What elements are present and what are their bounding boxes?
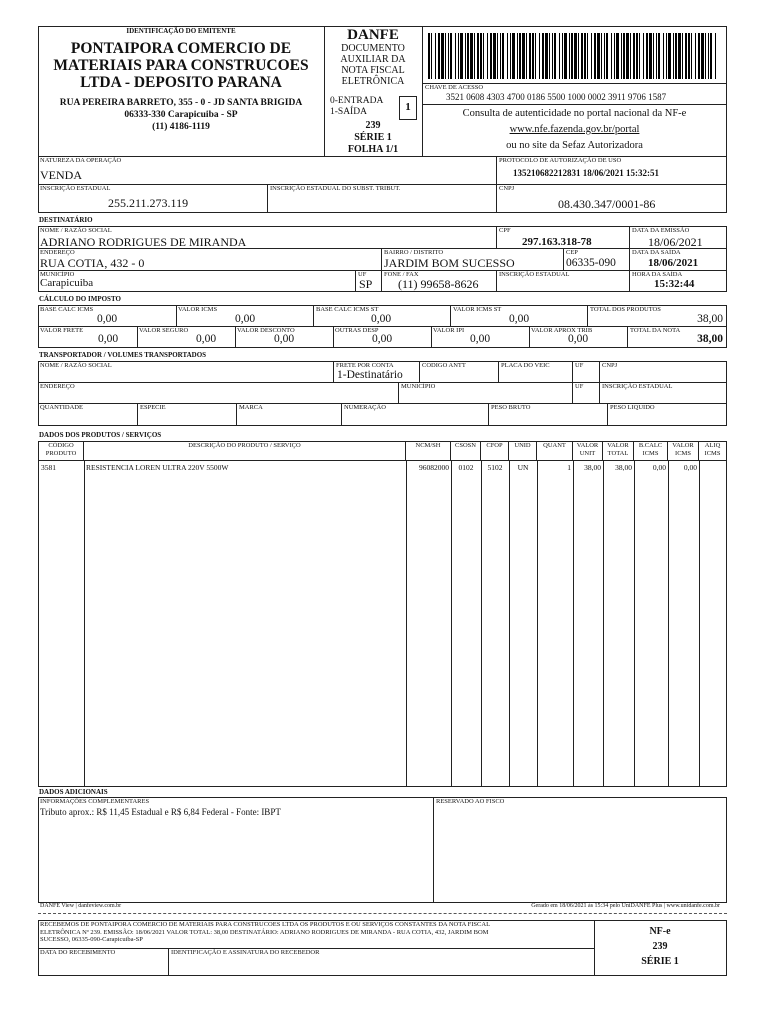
portal-link[interactable]: www.nfe.fazenda.gov.br/portal xyxy=(509,124,640,135)
barcode-bar xyxy=(569,33,570,79)
barcode-bar xyxy=(616,33,619,79)
produtos-cell: 96082000 xyxy=(419,463,449,472)
imp-desconto: 0,00 xyxy=(274,333,295,345)
imp-div-5 xyxy=(137,326,138,348)
barcode-bar xyxy=(708,33,709,79)
trans-div-a xyxy=(333,361,334,382)
dest-fone: (11) 99658-8626 xyxy=(398,277,479,291)
fisco-label: RESERVADO AO FISCO xyxy=(436,798,505,805)
dest-endereco: RUA COTIA, 432 - 0 xyxy=(40,256,145,270)
trans-peso-liquido-label: PESO LIQUIDO xyxy=(610,404,655,411)
barcode-bar xyxy=(458,33,459,79)
produtos-col-header: DESCRIÇÃO DO PRODUTO / SERVIÇO xyxy=(84,442,406,460)
produtos-col-header: CFOP xyxy=(481,442,509,460)
produtos-col-header: VALOR TOTAL xyxy=(603,442,634,460)
dest-uf: SP xyxy=(359,277,373,291)
barcode-bar xyxy=(539,33,540,79)
produtos-table xyxy=(38,441,727,787)
barcode-bar xyxy=(465,33,466,79)
barcode-bar xyxy=(639,33,640,79)
barcode-bar xyxy=(483,33,484,79)
natureza-label: NATUREZA DA OPERAÇÃO xyxy=(40,157,122,164)
dest-bairro-divider xyxy=(381,248,382,270)
barcode-bar xyxy=(554,33,556,79)
adicionais-heading: DADOS ADICIONAIS xyxy=(39,788,108,796)
dest-hora: 15:32:44 xyxy=(654,278,695,290)
produtos-cell: RESISTENCIA LOREN ULTRA 220V 5500W xyxy=(86,463,229,472)
imp-div-9 xyxy=(529,326,530,348)
imp-valor-st-label: VALOR ICMS ST xyxy=(453,306,502,313)
produtos-cell: 0,00 xyxy=(683,463,697,472)
imp-div-3 xyxy=(450,305,451,326)
chave-label: CHAVE DE ACESSO xyxy=(425,84,484,91)
imp-total-prod-label: TOTAL DOS PRODUTOS xyxy=(590,306,661,313)
dest-nome: ADRIANO RODRIGUES DE MIRANDA xyxy=(40,235,247,249)
imp-div-8 xyxy=(431,326,432,348)
dest-endereco-label: ENDEREÇO xyxy=(40,249,75,256)
trans-div-f xyxy=(398,382,399,403)
destinatario-heading: DESTINATÁRIO xyxy=(39,216,93,224)
cnpj-divider xyxy=(496,184,497,213)
produtos-col-line xyxy=(451,460,482,786)
produtos-col-header: QUANT xyxy=(537,442,573,460)
barcode-bar xyxy=(512,33,515,79)
trans-antt-label: CODIGO ANTT xyxy=(422,362,466,369)
barcode-bar xyxy=(542,33,544,79)
imposto-heading: CÁLCULO DO IMPOSTO xyxy=(39,295,121,303)
footer-left: DANFE View | danfeview.com.br xyxy=(40,903,122,909)
barcode-bar xyxy=(455,33,456,79)
produtos-cell: 38,00 xyxy=(615,463,632,472)
barcode-bar xyxy=(474,33,475,79)
produtos-heading: DADOS DOS PRODUTOS / SERVIÇOS xyxy=(39,431,162,439)
barcode-bar xyxy=(562,33,563,79)
produtos-col-line xyxy=(668,460,700,786)
trans-frete-label: FRETE POR CONTA xyxy=(336,362,394,369)
barcode-bar xyxy=(597,33,600,79)
trans-div-h xyxy=(236,403,237,426)
imp-valor-st: 0,00 xyxy=(509,313,530,325)
imp-seguro-label: VALOR SEGURO xyxy=(139,327,189,334)
dest-ie-divider xyxy=(496,270,497,292)
produtos-cell: 3581 xyxy=(41,463,56,472)
danfe-entrada: 0-ENTRADA xyxy=(330,96,384,106)
natureza-value: VENDA xyxy=(40,168,82,182)
imp-frete: 0,00 xyxy=(98,333,119,345)
barcode-bar xyxy=(584,33,586,79)
imp-ipi-label: VALOR IPI xyxy=(433,327,465,334)
canhoto-text: RECEBEMOS DE PONTAIPORA COMERCIO DE MATERIAIS PARA CONSTRUCOES LTDA OS PRODUTOS E OU SERVIÇOS CONSTANTES DA NOTA FISCAL ELETRÔNICA Nº 239. EMISSÃO: 18/06/2021 VALOR TOTAL: 38,00 DESTINATÁRIO: ADRIANO RODRIGUES DE MIRANDA - RUA COTIA, 432, JARDIM BOM SUCESSO, 06335-090-Carapicuiba-SP xyxy=(40,921,491,943)
ie-value: 255.211.273.119 xyxy=(108,196,189,210)
barcode-bar xyxy=(552,33,553,79)
barcode-bar xyxy=(688,33,690,79)
dest-row2-line xyxy=(38,270,727,271)
trans-ie-label: INSCRIÇÃO ESTADUAL xyxy=(602,383,673,390)
dest-ie-label: INSCRIÇÃO ESTADUAL xyxy=(499,271,570,278)
produtos-col-line xyxy=(509,460,538,786)
trans-div-c xyxy=(498,361,499,382)
barcode-bar xyxy=(701,33,704,79)
imp-div-4 xyxy=(587,305,588,326)
barcode-bar xyxy=(606,33,608,79)
barcode-bar xyxy=(578,33,579,79)
dest-municipio-label: MUNICÍPIO xyxy=(40,271,75,278)
barcode-bar xyxy=(594,33,596,79)
produtos-col-header: VALOR ICMS xyxy=(668,442,699,460)
canhoto-assinatura-label: IDENTIFICAÇÃO E ASSINATURA DO RECEBEDOR xyxy=(171,949,320,956)
dest-cpf-divider xyxy=(496,226,497,248)
trans-peso-bruto-label: PESO BRUTO xyxy=(491,404,531,411)
produtos-col-line xyxy=(39,460,85,786)
imp-base-st: 0,00 xyxy=(371,313,392,325)
danfe-title: DANFE xyxy=(347,27,399,43)
barcode-bar xyxy=(435,33,436,79)
produtos-col-line xyxy=(84,460,407,786)
dest-emissao: 18/06/2021 xyxy=(648,235,703,249)
barcode-bar xyxy=(678,33,681,79)
produtos-cell: 0102 xyxy=(458,463,474,472)
danfe-box: DANFE DOCUMENTO AUXILIAR DA NOTA FISCAL ELETRÔNICA xyxy=(325,28,421,87)
protocolo-label: PROTOCOLO DE AUTORIZAÇÃO DE USO xyxy=(499,157,622,164)
barcode-bar xyxy=(621,33,622,79)
produtos-col-header: NCM/SH xyxy=(406,442,451,460)
produtos-col-line xyxy=(481,460,510,786)
barcode-bar xyxy=(581,33,583,79)
protocolo-value: 135210682212831 18/06/2021 15:32:51 xyxy=(513,168,659,178)
produtos-col-line xyxy=(573,460,604,786)
produtos-col-header: VALOR UNIT xyxy=(573,442,603,460)
barcode-bar xyxy=(480,33,482,79)
produtos-col-line xyxy=(634,460,669,786)
dest-emissao-divider xyxy=(629,226,630,292)
barcode-bar xyxy=(428,33,430,79)
emitente-heading: IDENTIFICAÇÃO DO EMITENTE xyxy=(126,27,236,35)
trans-div-d xyxy=(572,361,573,403)
cut-line xyxy=(38,913,727,914)
dest-cpf-label: CPF xyxy=(499,227,511,234)
imp-outras-label: OUTRAS DESP xyxy=(335,327,379,334)
trans-cnpj-label: CNPJ xyxy=(602,362,618,369)
barcode-bar xyxy=(698,33,700,79)
dest-emissao-label: DATA DA EMISSÃO xyxy=(632,227,690,234)
imp-base-st-label: BASE CALC ICMS ST xyxy=(316,306,379,313)
barcode-bar xyxy=(490,33,492,79)
dest-municipio: Carapicuiba xyxy=(40,277,94,289)
barcode-bar xyxy=(559,33,560,79)
produtos-cell: 0,00 xyxy=(652,463,666,472)
dest-cep-divider xyxy=(563,248,564,270)
cnpj-value: 08.430.347/0001-86 xyxy=(558,197,656,211)
canhoto-data-label: DATA DO RECEBIMENTO xyxy=(40,949,116,956)
trans-uf-label: UF xyxy=(575,362,584,369)
barcode-bar xyxy=(510,33,511,79)
produtos-cell: UN xyxy=(517,463,529,472)
imp-total-nota-label: TOTAL DA NOTA xyxy=(630,327,681,334)
barcode-bar xyxy=(445,33,446,79)
produtos-col-header: CSOSN xyxy=(451,442,481,460)
imp-trib-label: VALOR APROX TRIB xyxy=(531,327,593,334)
barcode-bar xyxy=(526,33,527,79)
barcode-bar xyxy=(656,33,657,79)
barcode xyxy=(428,33,718,79)
dest-fone-label: FONE / FAX xyxy=(384,271,419,278)
imp-div-6 xyxy=(235,326,236,348)
dest-nome-label: NOME / RAZÃO SOCIAL xyxy=(40,227,112,234)
trans-uf2-label: UF xyxy=(575,383,584,390)
adicionais-divider xyxy=(433,797,434,903)
imp-valor-icms-label: VALOR ICMS xyxy=(178,306,218,313)
canhoto-nfe: NF-e 239 SÉRIE 1 xyxy=(641,926,679,967)
dest-saida-label: DATA DA SAÍDA xyxy=(632,249,681,256)
trans-div-g xyxy=(137,403,138,426)
imp-outras: 0,00 xyxy=(372,333,393,345)
imp-div-2 xyxy=(313,305,314,326)
barcode-bar xyxy=(497,33,498,79)
produtos-col-header: ALIQ ICMS xyxy=(704,442,721,457)
dest-bairro: JARDIM BOM SUCESSO xyxy=(384,256,515,270)
barcode-bar xyxy=(467,33,469,79)
produtos-cell: 1 xyxy=(567,463,571,472)
barcode-bar xyxy=(460,33,463,79)
produtos-col-header: UNID xyxy=(509,442,537,460)
trans-div-i xyxy=(341,403,342,426)
barcode-bars xyxy=(428,33,718,79)
imp-valor-icms: 0,00 xyxy=(235,313,256,325)
barcode-bar xyxy=(587,33,588,79)
barcode-bar xyxy=(646,33,648,79)
ie-label: INSCRIÇÃO ESTADUAL xyxy=(40,185,111,192)
consulta-text: Consulta de autenticidade no portal nacional da NF-e www.nfe.fazenda.gov.br/portal ou no site da Sefaz Autorizadora xyxy=(422,106,727,154)
barcode-bar xyxy=(477,33,479,79)
info-text: Tributo aprox.: R$ 11,45 Estadual e R$ 6,84 Federal - Fonte: IBPT xyxy=(40,807,281,817)
info-label: INFORMAÇÕES COMPLEMENTARES xyxy=(40,798,150,805)
barcode-bar xyxy=(500,33,501,79)
cnpj-label: CNPJ xyxy=(499,185,515,192)
barcode-bar xyxy=(529,33,531,79)
barcode-bar xyxy=(507,33,508,79)
barcode-bar xyxy=(519,33,521,79)
dest-bairro-label: BAIRRO / DISTRITO xyxy=(384,249,444,256)
dest-row1-line xyxy=(38,248,727,249)
barcode-bar xyxy=(658,33,660,79)
barcode-bar xyxy=(450,33,452,79)
imp-base-icms-label: BASE CALC ICMS xyxy=(40,306,94,313)
barcode-bar xyxy=(448,33,449,79)
barcode-bar xyxy=(633,33,635,79)
chave-bottom-line xyxy=(422,104,727,105)
barcode-bar xyxy=(636,33,638,79)
barcode-bar xyxy=(441,33,444,79)
barcode-bar xyxy=(493,33,496,79)
danfe-numero: 239 SÉRIE 1 FOLHA 1/1 xyxy=(347,120,399,155)
imp-div-1 xyxy=(176,305,177,326)
barcode-bar xyxy=(601,33,602,79)
barcode-bar xyxy=(571,33,573,79)
produtos-col-line xyxy=(406,460,452,786)
chave-value: 3521 0608 4303 4700 0186 5500 1000 0002 3911 9706 1587 xyxy=(446,92,667,102)
barcode-bar xyxy=(685,33,687,79)
trans-placa-label: PLACA DO VEIC xyxy=(501,362,550,369)
trans-div-e xyxy=(599,361,600,403)
trans-frete: 1-Destinatário xyxy=(337,369,403,381)
danfe-saida: 1-SAÍDA xyxy=(330,107,367,117)
barcode-bar xyxy=(668,33,671,79)
trans-numeracao-label: NUMERAÇÃO xyxy=(344,404,386,411)
barcode-bar xyxy=(431,33,432,79)
barcode-bar xyxy=(470,33,473,79)
barcode-bar xyxy=(487,33,488,79)
barcode-bar xyxy=(549,33,550,79)
barcode-bar xyxy=(691,33,692,79)
produtos-col-header: CÓDIGO PRODUTO xyxy=(39,442,84,460)
dest-uf-label: UF xyxy=(358,271,367,278)
barcode-bar xyxy=(666,33,667,79)
danfe-tipo-box: 1 xyxy=(399,96,417,120)
barcode-bar xyxy=(502,33,504,79)
imp-trib: 0,00 xyxy=(568,333,589,345)
barcode-bar xyxy=(663,33,664,79)
barcode-bar xyxy=(591,33,592,79)
imp-ipi: 0,00 xyxy=(470,333,491,345)
barcode-bar xyxy=(710,33,712,79)
barcode-bar xyxy=(574,33,577,79)
barcode-bar xyxy=(545,33,548,79)
trans-endereco-label: ENDEREÇO xyxy=(40,383,75,390)
imp-div-10 xyxy=(627,326,628,348)
barcode-bar xyxy=(673,33,674,79)
dest-cep-label: CEP xyxy=(566,249,578,256)
trans-quantidade-label: QUANTIDADE xyxy=(40,404,83,411)
dest-saida: 18/06/2021 xyxy=(648,257,699,269)
produtos-col-line xyxy=(603,460,635,786)
barcode-bar xyxy=(695,33,696,79)
produtos-col-line xyxy=(537,460,574,786)
barcode-bar xyxy=(614,33,615,79)
imp-total-nota: 38,00 xyxy=(697,333,723,345)
ie-st-label: INSCRIÇÃO ESTADUAL DO SUBST. TRIBUT. xyxy=(270,185,401,192)
imp-seguro: 0,00 xyxy=(196,333,217,345)
imp-div-7 xyxy=(333,326,334,348)
barcode-bar xyxy=(604,33,605,79)
trans-div-b xyxy=(419,361,420,382)
trans-nome-label: NOME / RAZÃO SOCIAL xyxy=(40,362,112,369)
trans-especie-label: ESPECIE xyxy=(140,404,166,411)
barcode-bar xyxy=(564,33,567,79)
produtos-cell: 38,00 xyxy=(584,463,601,472)
barcode-bar xyxy=(649,33,652,79)
dest-uf-divider xyxy=(355,270,356,292)
barcode-bar xyxy=(438,33,440,79)
imp-base-icms: 0,00 xyxy=(97,313,118,325)
barcode-bar xyxy=(675,33,677,79)
barcode-bar xyxy=(682,33,683,79)
dest-fone-divider xyxy=(381,270,382,292)
barcode-bar xyxy=(517,33,518,79)
imp-frete-label: VALOR FRETE xyxy=(40,327,84,334)
barcode-bar xyxy=(626,33,629,79)
produtos-col-header: B.CALC ICMS xyxy=(634,442,668,460)
barcode-bar xyxy=(705,33,706,79)
protocolo-divider xyxy=(496,156,497,185)
barcode-bar xyxy=(532,33,534,79)
trans-div-j xyxy=(488,403,489,426)
emitente-address: RUA PEREIRA BARRETO, 355 - 0 - JD SANTA BRIGIDA 06333-330 Carapicuiba - SP (11) 4186-1119 xyxy=(59,98,303,132)
canhoto-mid-divider xyxy=(168,948,169,976)
footer-right: Gerado em 18/06/2021 às 15:34 pelo UniDANFE Plus | www.unidanfe.com.br xyxy=(531,903,720,909)
transportador-heading: TRANSPORTADOR / VOLUMES TRANSPORTADOS xyxy=(39,351,207,359)
dest-cep: 06335-090 xyxy=(566,257,616,269)
imp-total-prod: 38,00 xyxy=(697,313,723,325)
barcode-bar xyxy=(535,33,536,79)
trans-marca-label: MARCA xyxy=(239,404,263,411)
barcode-bar xyxy=(715,33,716,79)
barcode-bar xyxy=(630,33,631,79)
barcode-bar xyxy=(643,33,644,79)
barcode-bar xyxy=(522,33,525,79)
barcode-bar xyxy=(623,33,625,79)
trans-div-k xyxy=(607,403,608,426)
dest-cpf: 297.163.318-78 xyxy=(522,236,592,248)
ie-st-divider xyxy=(267,184,268,213)
imp-desconto-label: VALOR DESCONTO xyxy=(237,327,295,334)
barcode-bar xyxy=(611,33,612,79)
emitente-name: PONTAIPORA COMERCIO DE MATERIAIS PARA CONSTRUCOES LTDA - DEPOSITO PARANA xyxy=(53,40,309,91)
trans-municipio-label: MUNICÍPIO xyxy=(401,383,436,390)
dest-hora-label: HORA DA SAÍDA xyxy=(632,271,683,278)
produtos-cell: 5102 xyxy=(487,463,503,472)
barcode-bar xyxy=(653,33,654,79)
